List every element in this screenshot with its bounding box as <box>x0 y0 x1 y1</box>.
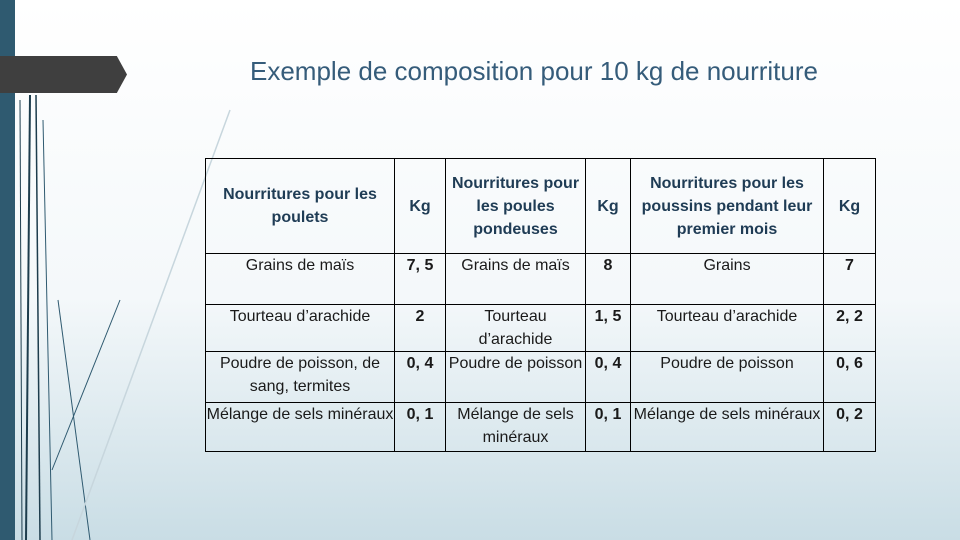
table-cell-kg: 8 <box>586 254 631 305</box>
table-cell-kg: 0, 1 <box>395 403 446 452</box>
table-row <box>206 305 876 352</box>
table-cell: Tourteau d’arachide <box>631 305 824 352</box>
table-cell-kg: 7, 5 <box>395 254 446 305</box>
slide-title: Exemple de composition pour 10 kg de nourriture <box>250 56 818 86</box>
header-kg-chicken: Kg <box>395 159 446 254</box>
table-cell: Grains de maïs <box>446 254 586 305</box>
table-cell: Tourteau d’arachide <box>446 305 586 352</box>
header-kg-chick: Kg <box>824 159 876 254</box>
table-cell: Poudre de poisson, de sang, termites <box>206 352 395 403</box>
table-cell: Mélange de sels minéraux <box>631 403 824 452</box>
header-kg-hen: Kg <box>586 159 631 254</box>
table-cell-kg: 0, 4 <box>395 352 446 403</box>
table-row <box>206 352 876 403</box>
table-cell-kg: 0, 2 <box>824 403 876 452</box>
table-cell-kg: 2 <box>395 305 446 352</box>
header-chicken-foods: Nourritures pour les poulets <box>206 159 395 254</box>
header-chick-foods: Nourritures pour les poussins pendant leur premier mois <box>631 159 824 254</box>
composition-table-wrapper <box>205 158 876 452</box>
table-cell: Mélange de sels minéraux <box>206 403 395 452</box>
table-cell-kg: 0, 6 <box>824 352 876 403</box>
table-cell: Poudre de poisson <box>631 352 824 403</box>
table-cell: Grains <box>631 254 824 305</box>
header-hen-foods: Nourritures pour les poules pondeuses <box>446 159 586 254</box>
table-cell: Poudre de poisson <box>446 352 586 403</box>
table-cell-kg: 7 <box>824 254 876 305</box>
table-cell: Tourteau d’arachide <box>206 305 395 352</box>
table-cell: Mélange de sels minéraux <box>446 403 586 452</box>
title-arrow-tab <box>0 56 127 93</box>
table-row <box>206 254 876 305</box>
table-cell-kg: 0, 4 <box>586 352 631 403</box>
table-header-row <box>206 159 876 254</box>
composition-table <box>205 158 876 452</box>
table-cell-kg: 0, 1 <box>586 403 631 452</box>
table-row <box>206 403 876 452</box>
table-cell-kg: 1, 5 <box>586 305 631 352</box>
table-cell: Grains de maïs <box>206 254 395 305</box>
table-cell-kg: 2, 2 <box>824 305 876 352</box>
